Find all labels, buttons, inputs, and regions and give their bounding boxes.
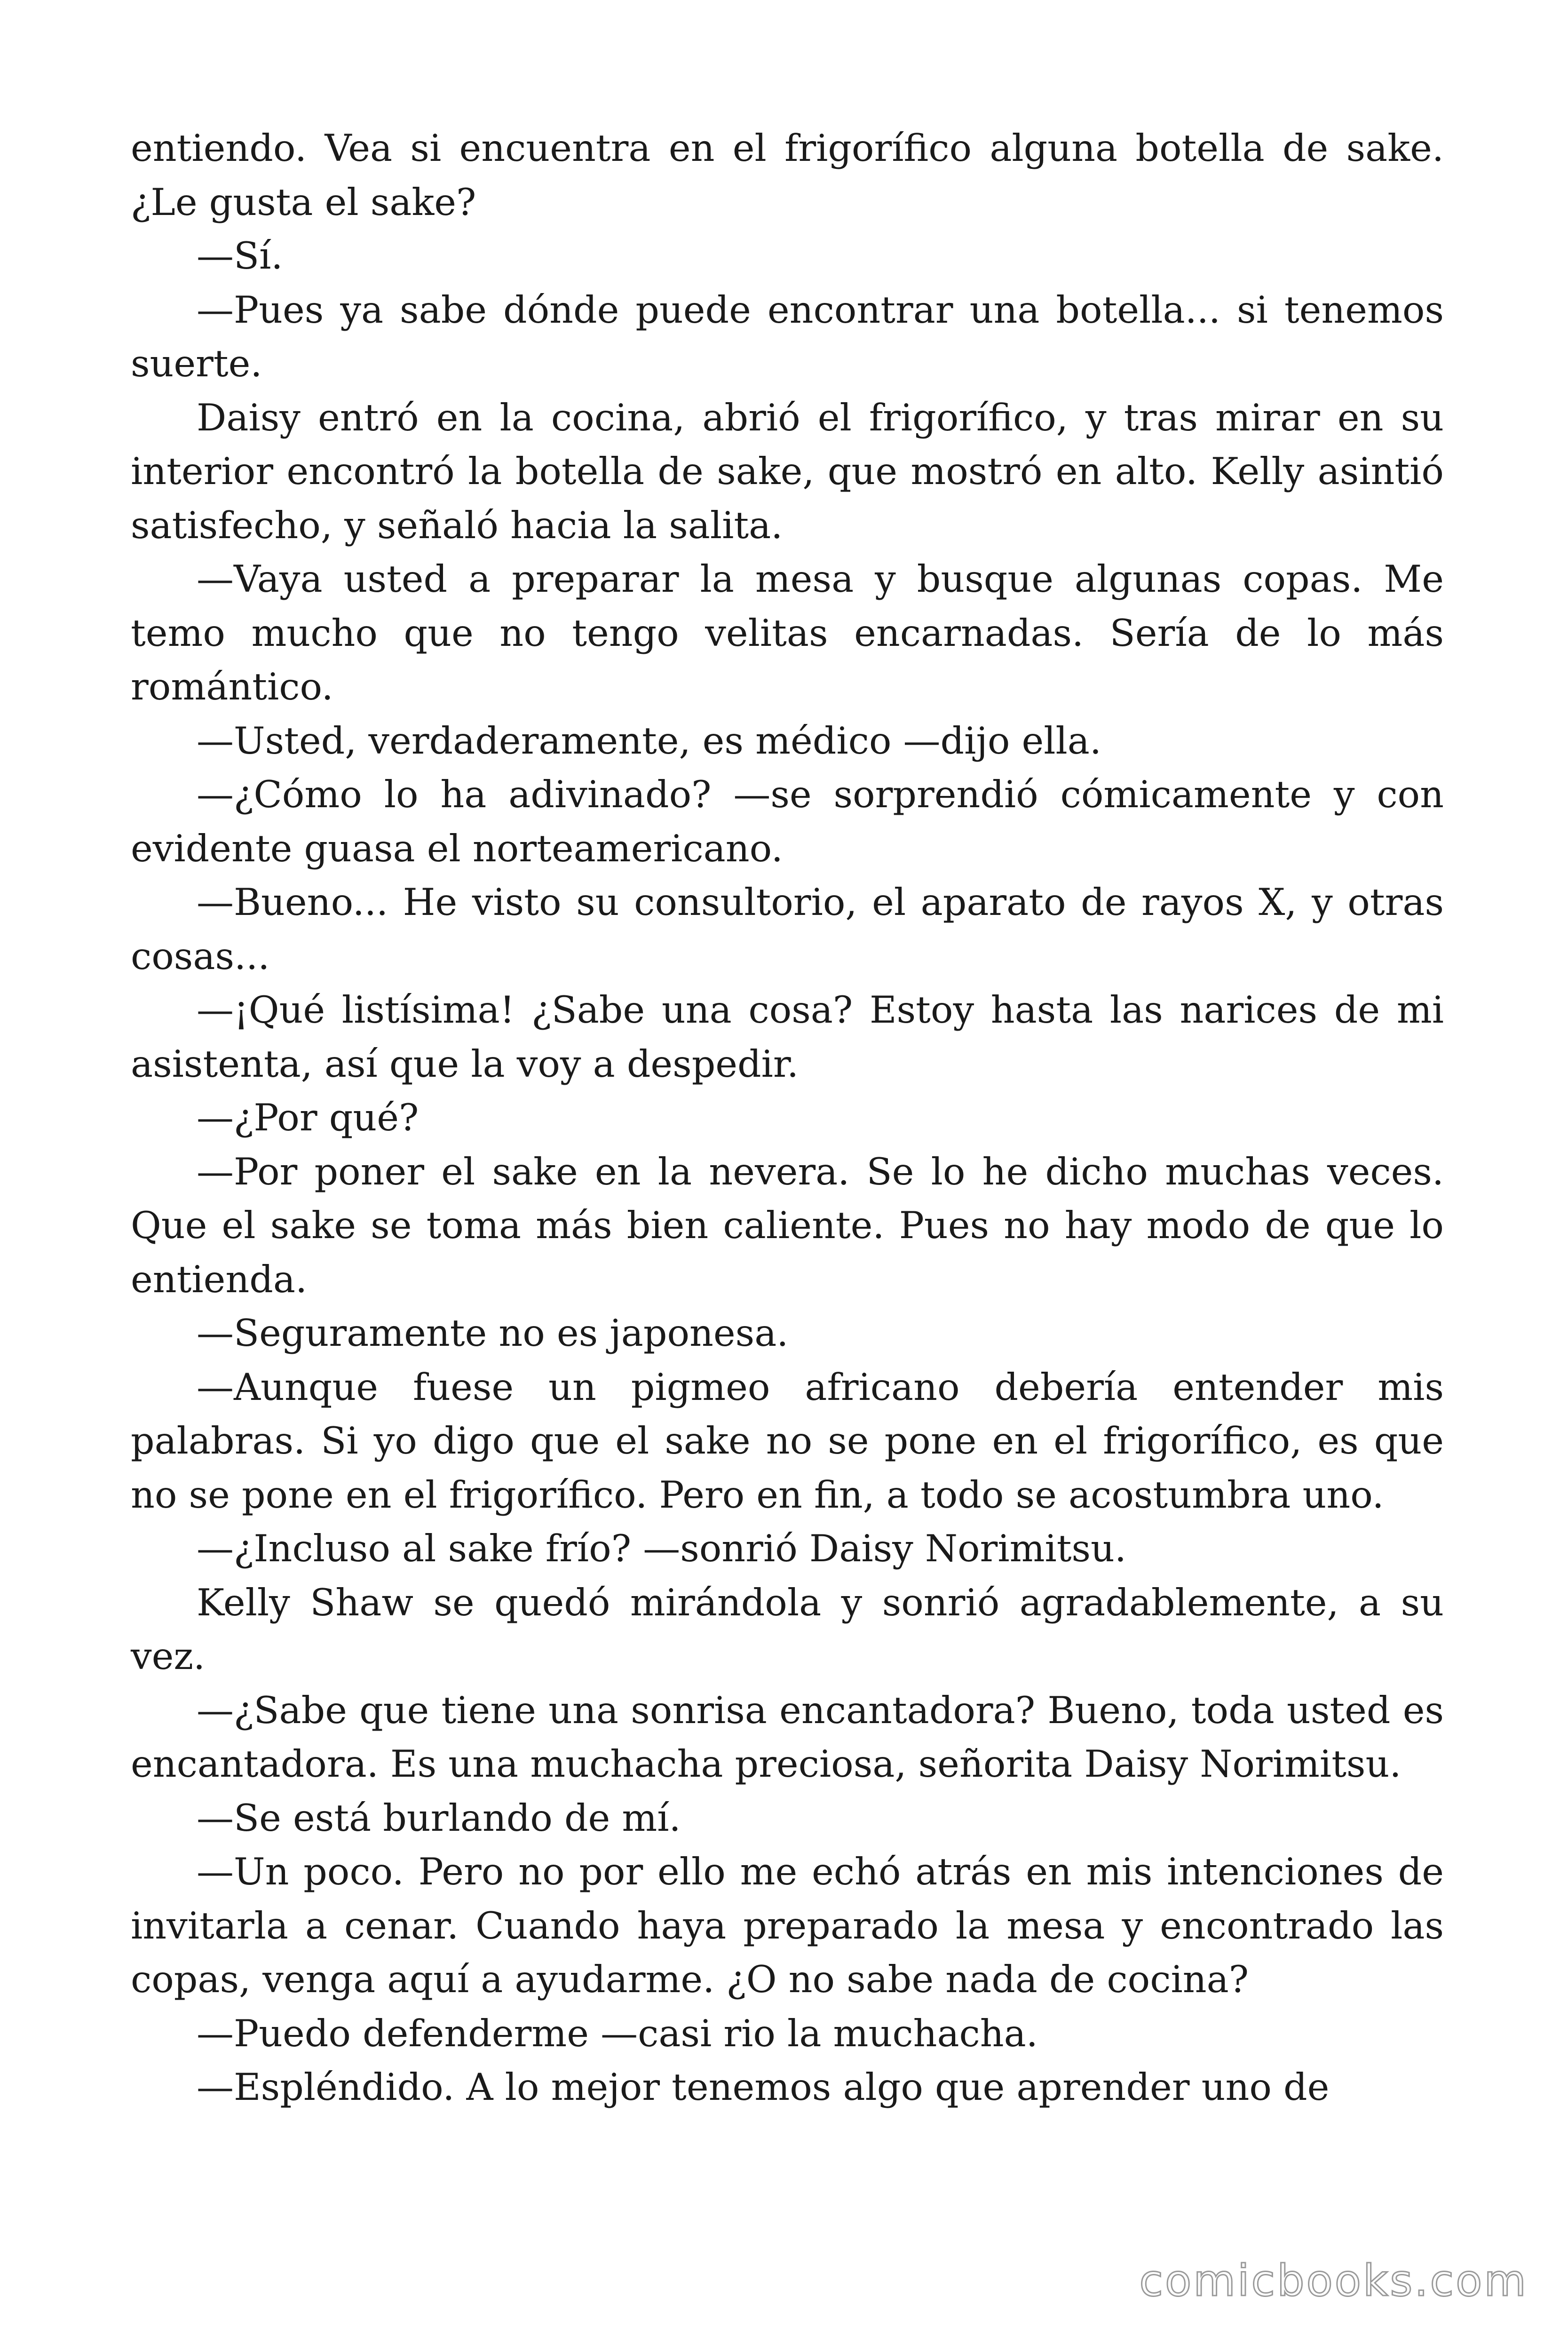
paragraph-15: Kelly Shaw se quedó mirándola y sonrió agradablemente, a su vez.: [131, 1581, 1444, 1678]
paragraph-17: —Se está burlando de mí.: [197, 1796, 681, 1840]
paragraph-9: —¡Qué listísima! ¿Sabe una cosa? Estoy hasta las narices de mi asistenta, así que la voy a despedir.: [131, 988, 1444, 1086]
paragraph-5: —Vaya usted a preparar la mesa y busque algunas copas. Me temo mucho que no tengo velitas encarnadas. Sería de lo más romántico.: [131, 557, 1444, 708]
paragraph-10: —¿Por qué?: [197, 1096, 419, 1139]
paragraph-14: —¿Incluso al sake frío? —sonrió Daisy Norimitsu.: [197, 1527, 1127, 1570]
watermark-logo: comicbooks.com: [1139, 2256, 1528, 2306]
book-page-text: [131, 121, 1444, 2114]
paragraph-13: —Aunque fuese un pigmeo africano debería entender mis palabras. Si yo digo que el sake no se pone en el frigorífico, es que no se pone en el frigorífico. Pero en fin, a todo se acostumbra uno.: [131, 1365, 1444, 1517]
paragraph-2: —Sí.: [197, 234, 283, 278]
paragraph-16: —¿Sabe que tiene una sonrisa encantadora? Bueno, toda usted es encantadora. Es una muchacha preciosa, señorita Daisy Norimitsu.: [131, 1688, 1444, 1786]
paragraph-6: —Usted, verdaderamente, es médico —dijo ella.: [197, 719, 1102, 763]
paragraph-11: —Por poner el sake en la nevera. Se lo he dicho muchas veces. Que el sake se toma más bien caliente. Pues no hay modo de que lo entienda.: [131, 1150, 1444, 1301]
paragraph-3: —Pues ya sabe dónde puede encontrar una botella... si tenemos suerte.: [131, 288, 1444, 385]
paragraph-20: —Espléndido. A lo mejor tenemos algo que aprender uno de: [197, 2066, 1330, 2109]
paragraph-4: Daisy entró en la cocina, abrió el frigorífico, y tras mirar en su interior encontró la botella de sake, que mostró en alto. Kelly asintió satisfecho, y señaló hacia la salita.: [131, 396, 1444, 547]
paragraph-7: —¿Cómo lo ha adivinado? —se sorprendió cómicamente y con evidente guasa el norteamericano.: [131, 773, 1444, 870]
paragraph-18: —Un poco. Pero no por ello me echó atrás en mis intenciones de invitarla a cenar. Cuando haya preparado la mesa y encontrado las copas, venga aquí a ayudarme. ¿O no sabe nada de cocina?: [131, 1850, 1444, 2001]
paragraph-19: —Puedo defenderme —casi rio la muchacha.: [197, 2011, 1038, 2055]
paragraph-12: —Seguramente no es japonesa.: [197, 1311, 789, 1355]
paragraph-8: —Bueno... He visto su consultorio, el aparato de rayos X, y otras cosas...: [131, 881, 1444, 978]
paragraph-1: entiendo. Vea si encuentra en el frigorífico alguna botella de sake. ¿Le gusta el sake?: [131, 127, 1444, 224]
